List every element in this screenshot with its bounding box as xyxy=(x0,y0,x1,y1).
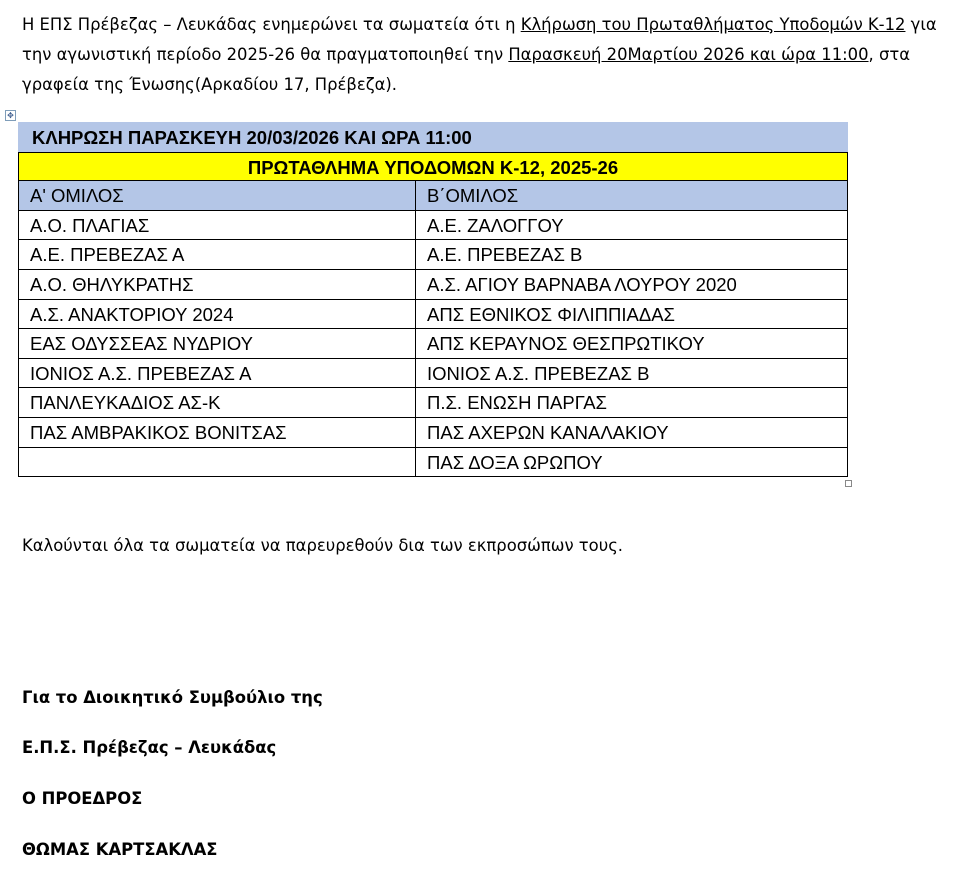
signature-title: Ο ΠΡΟΕΔΡΟΣ xyxy=(22,789,143,808)
intro-text-3: , στα γραφεία της Ένωσης(Αρκαδίου 17, Πρέβεζα). xyxy=(22,45,911,94)
intro-paragraph xyxy=(22,10,958,100)
group-a-team: Α.Ο. ΘΗΛΥΚΡΑΤΗΣ xyxy=(18,270,415,300)
table-row xyxy=(18,388,848,418)
group-b-team: Α.Ε. ΖΑΛΟΓΓΟΥ xyxy=(415,211,848,241)
group-a-team: ΠΑΣ ΑΜΒΡΑΚΙΚΟΣ ΒΟΝΙΤΣΑΣ xyxy=(18,418,415,448)
group-b-team: ΙΟΝΙΟΣ Α.Σ. ΠΡΕΒΕΖΑΣ Β xyxy=(415,359,848,389)
intro-text-2: για την αγωνιστική περίοδο 2025-26 θα πραγματοποιηθεί την xyxy=(22,15,937,64)
signature-union: Ε.Π.Σ. Πρέβεζας – Λευκάδας xyxy=(22,738,277,757)
intro-draw-title: Κλήρωση του Πρωταθλήματος Υποδομών Κ-12 xyxy=(520,15,906,34)
resize-handle-icon[interactable] xyxy=(845,480,852,487)
group-b-header: Β΄ΟΜΙΛΟΣ xyxy=(415,181,848,211)
signature-name: ΘΩΜΑΣ ΚΑΡΤΣΑΚΛΑΣ xyxy=(22,840,218,859)
table-row xyxy=(18,300,848,330)
group-a-team xyxy=(18,448,415,478)
group-a-team: ΕΑΣ ΟΔΥΣΣΕΑΣ ΝΥΔΡΙΟΥ xyxy=(18,329,415,359)
table-row xyxy=(18,359,848,389)
intro-draw-date: Παρασκευή 20Μαρτίου 2026 και ώρα 11:00 xyxy=(508,45,869,64)
group-a-team: Α.Ο. ΠΛΑΓΙΑΣ xyxy=(18,211,415,241)
table-row xyxy=(18,329,848,359)
invitation-note: Καλούνται όλα τα σωματεία να παρευρεθούν δια των εκπροσώπων τους. xyxy=(22,536,624,555)
group-b-team: ΠΑΣ ΑΧΕΡΩΝ ΚΑΝΑΛΑΚΙΟΥ xyxy=(415,418,848,448)
intro-text-1: Η ΕΠΣ Πρέβεζας – Λευκάδας ενημερώνει τα σωματεία ότι η xyxy=(22,15,521,34)
table-header-draw: ΚΛΗΡΩΣΗ ΠΑΡΑΣΚΕΥΗ 20/03/2026 ΚΑΙ ΩΡΑ 11:00 xyxy=(18,122,848,152)
group-a-header: Α' ΟΜΙΛΟΣ xyxy=(18,181,415,211)
table-header-championship xyxy=(18,152,848,182)
table-row xyxy=(18,418,848,448)
draw-table xyxy=(18,122,848,477)
table-row xyxy=(18,448,848,478)
group-a-team: ΠΑΝΛΕΥΚΑΔΙΟΣ ΑΣ-Κ xyxy=(18,388,415,418)
group-b-team: ΠΑΣ ΔΟΞΑ ΩΡΩΠΟΥ xyxy=(415,448,848,478)
signature-board: Για το Διοικητικό Συμβούλιο της xyxy=(22,688,323,707)
group-b-team: Π.Σ. ΕΝΩΣΗ ΠΑΡΓΑΣ xyxy=(415,388,848,418)
group-b-team: ΑΠΣ ΕΘΝΙΚΟΣ ΦΙΛΙΠΠΙΑΔΑΣ xyxy=(415,300,848,330)
table-group-header xyxy=(18,181,848,211)
table-row xyxy=(18,270,848,300)
group-b-team: Α.Σ. ΑΓΙΟΥ ΒΑΡΝΑΒΑ ΛΟΥΡΟΥ 2020 xyxy=(415,270,848,300)
table-row xyxy=(18,240,848,270)
table-row xyxy=(18,211,848,241)
group-b-team: ΑΠΣ ΚΕΡΑΥΝΟΣ ΘΕΣΠΡΩΤΙΚΟΥ xyxy=(415,329,848,359)
championship-title: ΠΡΩΤΑΘΛΗΜΑ ΥΠΟΔΟΜΩΝ Κ-12, 2025-26 xyxy=(247,156,619,178)
group-b-team: Α.Ε. ΠΡΕΒΕΖΑΣ Β xyxy=(415,240,848,270)
group-a-team: Α.Ε. ΠΡΕΒΕΖΑΣ Α xyxy=(18,240,415,270)
group-a-team: ΙΟΝΙΟΣ Α.Σ. ΠΡΕΒΕΖΑΣ Α xyxy=(18,359,415,389)
group-a-team: Α.Σ. ΑΝΑΚΤΟΡΙΟΥ 2024 xyxy=(18,300,415,330)
move-table-icon[interactable]: ✥ xyxy=(5,110,16,121)
